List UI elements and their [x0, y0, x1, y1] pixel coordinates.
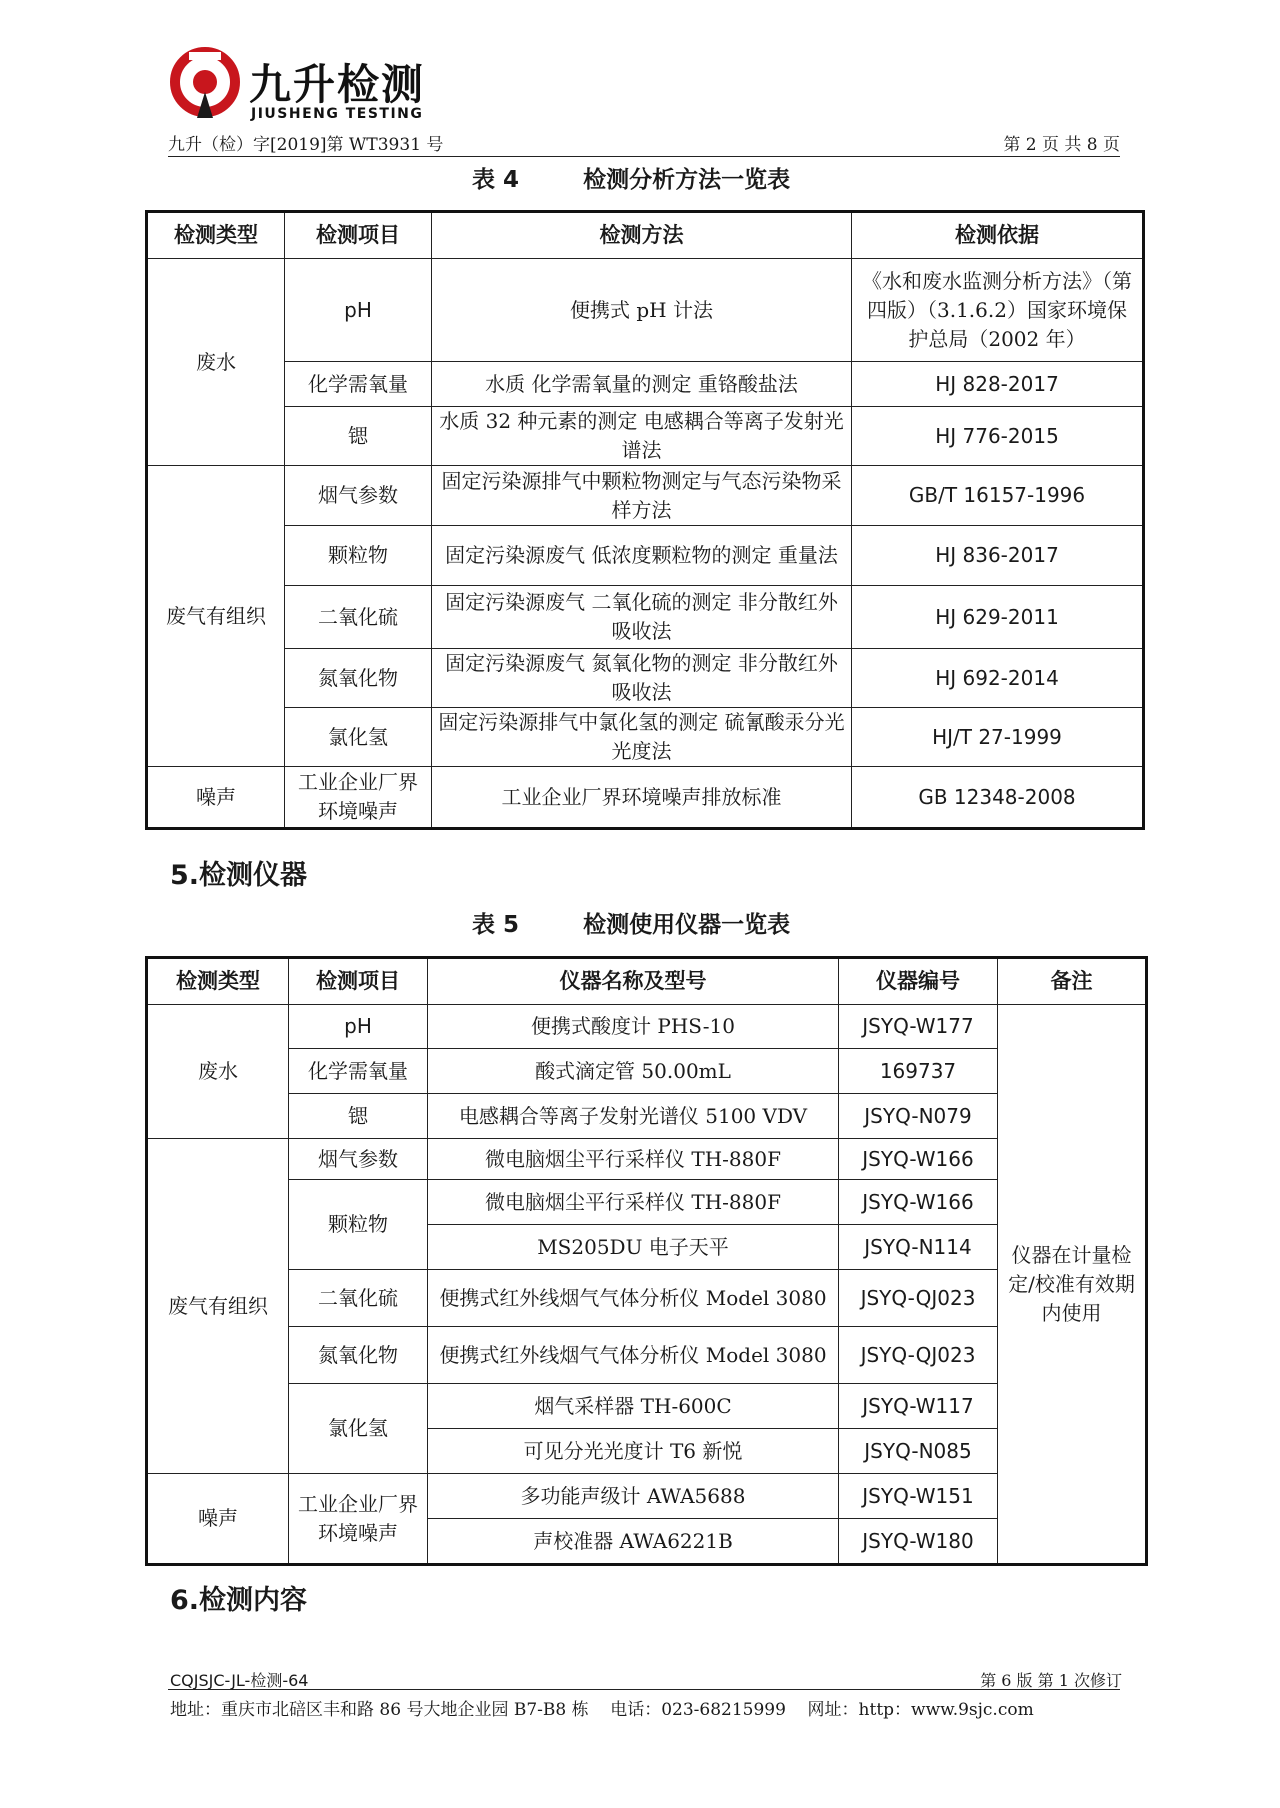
table-row [147, 259, 1144, 362]
table-row [147, 362, 1144, 407]
test-item-cell: 工业企业厂界环境噪声 [289, 1474, 428, 1565]
test-item-cell: 化学需氧量 [285, 362, 432, 407]
test-type-cell: 废水 [147, 1005, 289, 1139]
table-row [147, 1384, 1147, 1429]
table5-wrapper [145, 956, 1148, 1566]
instrument-name-cell: 微电脑烟尘平行采样仪 TH-880F [428, 1139, 839, 1180]
table-row [147, 586, 1144, 649]
table5-header-cell: 仪器名称及型号 [428, 958, 839, 1005]
test-basis-cell: GB 12348-2008 [852, 767, 1144, 829]
test-item-cell: 烟气参数 [289, 1139, 428, 1180]
instrument-id-cell: JSYQ-W166 [839, 1180, 998, 1225]
table-row [147, 1094, 1147, 1139]
test-item-cell: 锶 [285, 407, 432, 466]
test-method-cell: 工业企业厂界环境噪声排放标准 [432, 767, 852, 829]
instrument-id-cell: JSYQ-QJ023 [839, 1327, 998, 1384]
table-row [147, 407, 1144, 466]
table-row [147, 1049, 1147, 1094]
test-item-cell: 氯化氢 [289, 1384, 428, 1474]
instrument-id-cell: JSYQ-QJ023 [839, 1270, 998, 1327]
form-code: CQJSJC-JL-检测-64 [170, 1671, 309, 1690]
table-row [147, 1474, 1147, 1519]
instrument-id-cell: JSYQ-N085 [839, 1429, 998, 1474]
test-type-cell: 噪声 [147, 1474, 289, 1565]
table4-caption: 表 4 检测分析方法一览表 [472, 167, 791, 193]
test-basis-cell: HJ/T 27-1999 [852, 708, 1144, 767]
instrument-name-cell: 多功能声级计 AWA5688 [428, 1474, 839, 1519]
jiusheng-logo-icon [167, 46, 243, 122]
table5-header-row [147, 958, 1147, 1005]
instrument-name-cell: 电感耦合等离子发射光谱仪 5100 VDV [428, 1094, 839, 1139]
test-item-cell: 二氧化硫 [285, 586, 432, 649]
test-method-cell: 固定污染源排气中颗粒物测定与气态污染物采样方法 [432, 466, 852, 526]
test-method-cell: 水质 32 种元素的测定 电感耦合等离子发射光谱法 [432, 407, 852, 466]
instrument-id-cell: JSYQ-W177 [839, 1005, 998, 1049]
instrument-name-cell: 酸式滴定管 50.00mL [428, 1049, 839, 1094]
test-basis-cell: HJ 776-2015 [852, 407, 1144, 466]
revision-info: 第 6 版 第 1 次修订 [980, 1671, 1122, 1690]
table-row [147, 1180, 1147, 1225]
table4-header-cell: 检测项目 [285, 212, 432, 259]
instrument-name-cell: 便携式红外线烟气气体分析仪 Model 3080 [428, 1327, 839, 1384]
instrument-id-cell: JSYQ-W166 [839, 1139, 998, 1180]
test-type-cell: 废气有组织 [147, 466, 285, 767]
logo-chinese-name: 九升检测 [249, 60, 426, 109]
test-method-cell: 固定污染源废气 氮氧化物的测定 非分散红外吸收法 [432, 649, 852, 708]
table4-header-row [147, 212, 1144, 259]
table5-header-cell: 仪器编号 [839, 958, 998, 1005]
header-divider [168, 156, 1120, 157]
test-item-cell: pH [289, 1005, 428, 1049]
test-method-cell: 固定污染源废气 低浓度颗粒物的测定 重量法 [432, 526, 852, 586]
instrument-id-cell: JSYQ-N114 [839, 1225, 998, 1270]
page-info: 第 2 页 共 8 页 [1003, 135, 1120, 155]
company-logo [165, 40, 465, 135]
instrument-id-cell: JSYQ-W151 [839, 1474, 998, 1519]
table4-header-cell: 检测依据 [852, 212, 1144, 259]
test-item-cell: 氯化氢 [285, 708, 432, 767]
test-basis-cell: HJ 836-2017 [852, 526, 1144, 586]
table-row [147, 1327, 1147, 1384]
table5-header-cell: 检测类型 [147, 958, 289, 1005]
test-basis-cell: GB/T 16157-1996 [852, 466, 1144, 526]
instrument-name-cell: MS205DU 电子天平 [428, 1225, 839, 1270]
table4-header-cell: 检测类型 [147, 212, 285, 259]
instrument-name-cell: 可见分光光度计 T6 新悦 [428, 1429, 839, 1474]
test-item-cell: pH [285, 259, 432, 362]
table-row [147, 1270, 1147, 1327]
test-type-cell: 噪声 [147, 767, 285, 829]
test-method-cell: 固定污染源排气中氯化氢的测定 硫氰酸汞分光光度法 [432, 708, 852, 767]
instrument-id-cell: JSYQ-N079 [839, 1094, 998, 1139]
table-row [147, 767, 1144, 829]
instrument-name-cell: 烟气采样器 TH-600C [428, 1384, 839, 1429]
instrument-name-cell: 微电脑烟尘平行采样仪 TH-880F [428, 1180, 839, 1225]
logo-english-name: JIUSHENG TESTING [251, 106, 424, 122]
test-item-cell: 颗粒物 [285, 526, 432, 586]
table4-wrapper [145, 210, 1145, 830]
instrument-name-cell: 便携式酸度计 PHS-10 [428, 1005, 839, 1049]
test-basis-cell: HJ 828-2017 [852, 362, 1144, 407]
test-item-cell: 颗粒物 [289, 1180, 428, 1270]
test-type-cell: 废气有组织 [147, 1139, 289, 1474]
table4-header-cell: 检测方法 [432, 212, 852, 259]
instrument-id-cell: JSYQ-W117 [839, 1384, 998, 1429]
test-basis-cell: 《水和废水监测分析方法》（第四版）（3.1.6.2）国家环境保护总局（2002 年） [852, 259, 1144, 362]
table-row [147, 649, 1144, 708]
instrument-name-cell: 声校准器 AWA6221B [428, 1519, 839, 1565]
section5-heading: 5.检测仪器 [170, 860, 308, 891]
test-basis-cell: HJ 692-2014 [852, 649, 1144, 708]
table5-instruments [145, 956, 1148, 1566]
instrument-name-cell: 便携式红外线烟气气体分析仪 Model 3080 [428, 1270, 839, 1327]
contact-info: 地址：重庆市北碚区丰和路 86 号大地企业园 B7-B8 栋 电话：023-68215999 网址：http：www.9sjc.com [170, 1700, 1034, 1720]
test-item-cell: 氮氧化物 [289, 1327, 428, 1384]
test-method-cell: 水质 化学需氧量的测定 重铬酸盐法 [432, 362, 852, 407]
table5-header-cell: 备注 [998, 958, 1147, 1005]
table-row [147, 526, 1144, 586]
remark-cell: 仪器在计量检定/校准有效期内使用 [998, 1005, 1147, 1565]
test-item-cell: 锶 [289, 1094, 428, 1139]
instrument-id-cell: JSYQ-W180 [839, 1519, 998, 1565]
section6-heading: 6.检测内容 [170, 1585, 308, 1616]
table-row [147, 466, 1144, 526]
table-row [147, 1139, 1147, 1180]
table-row [147, 1005, 1147, 1049]
test-method-cell: 便携式 pH 计法 [432, 259, 852, 362]
test-item-cell: 工业企业厂界环境噪声 [285, 767, 432, 829]
report-number: 九升（检）字[2019]第 WT3931 号 [168, 135, 444, 155]
table5-header-cell: 检测项目 [289, 958, 428, 1005]
footer-divider [168, 1689, 1120, 1690]
table5-caption: 表 5 检测使用仪器一览表 [472, 912, 791, 938]
test-type-cell: 废水 [147, 259, 285, 466]
test-item-cell: 二氧化硫 [289, 1270, 428, 1327]
test-basis-cell: HJ 629-2011 [852, 586, 1144, 649]
test-item-cell: 烟气参数 [285, 466, 432, 526]
test-method-cell: 固定污染源废气 二氧化硫的测定 非分散红外吸收法 [432, 586, 852, 649]
test-item-cell: 化学需氧量 [289, 1049, 428, 1094]
table4-methods [145, 210, 1145, 830]
instrument-id-cell: 169737 [839, 1049, 998, 1094]
test-item-cell: 氮氧化物 [285, 649, 432, 708]
table-row [147, 708, 1144, 767]
